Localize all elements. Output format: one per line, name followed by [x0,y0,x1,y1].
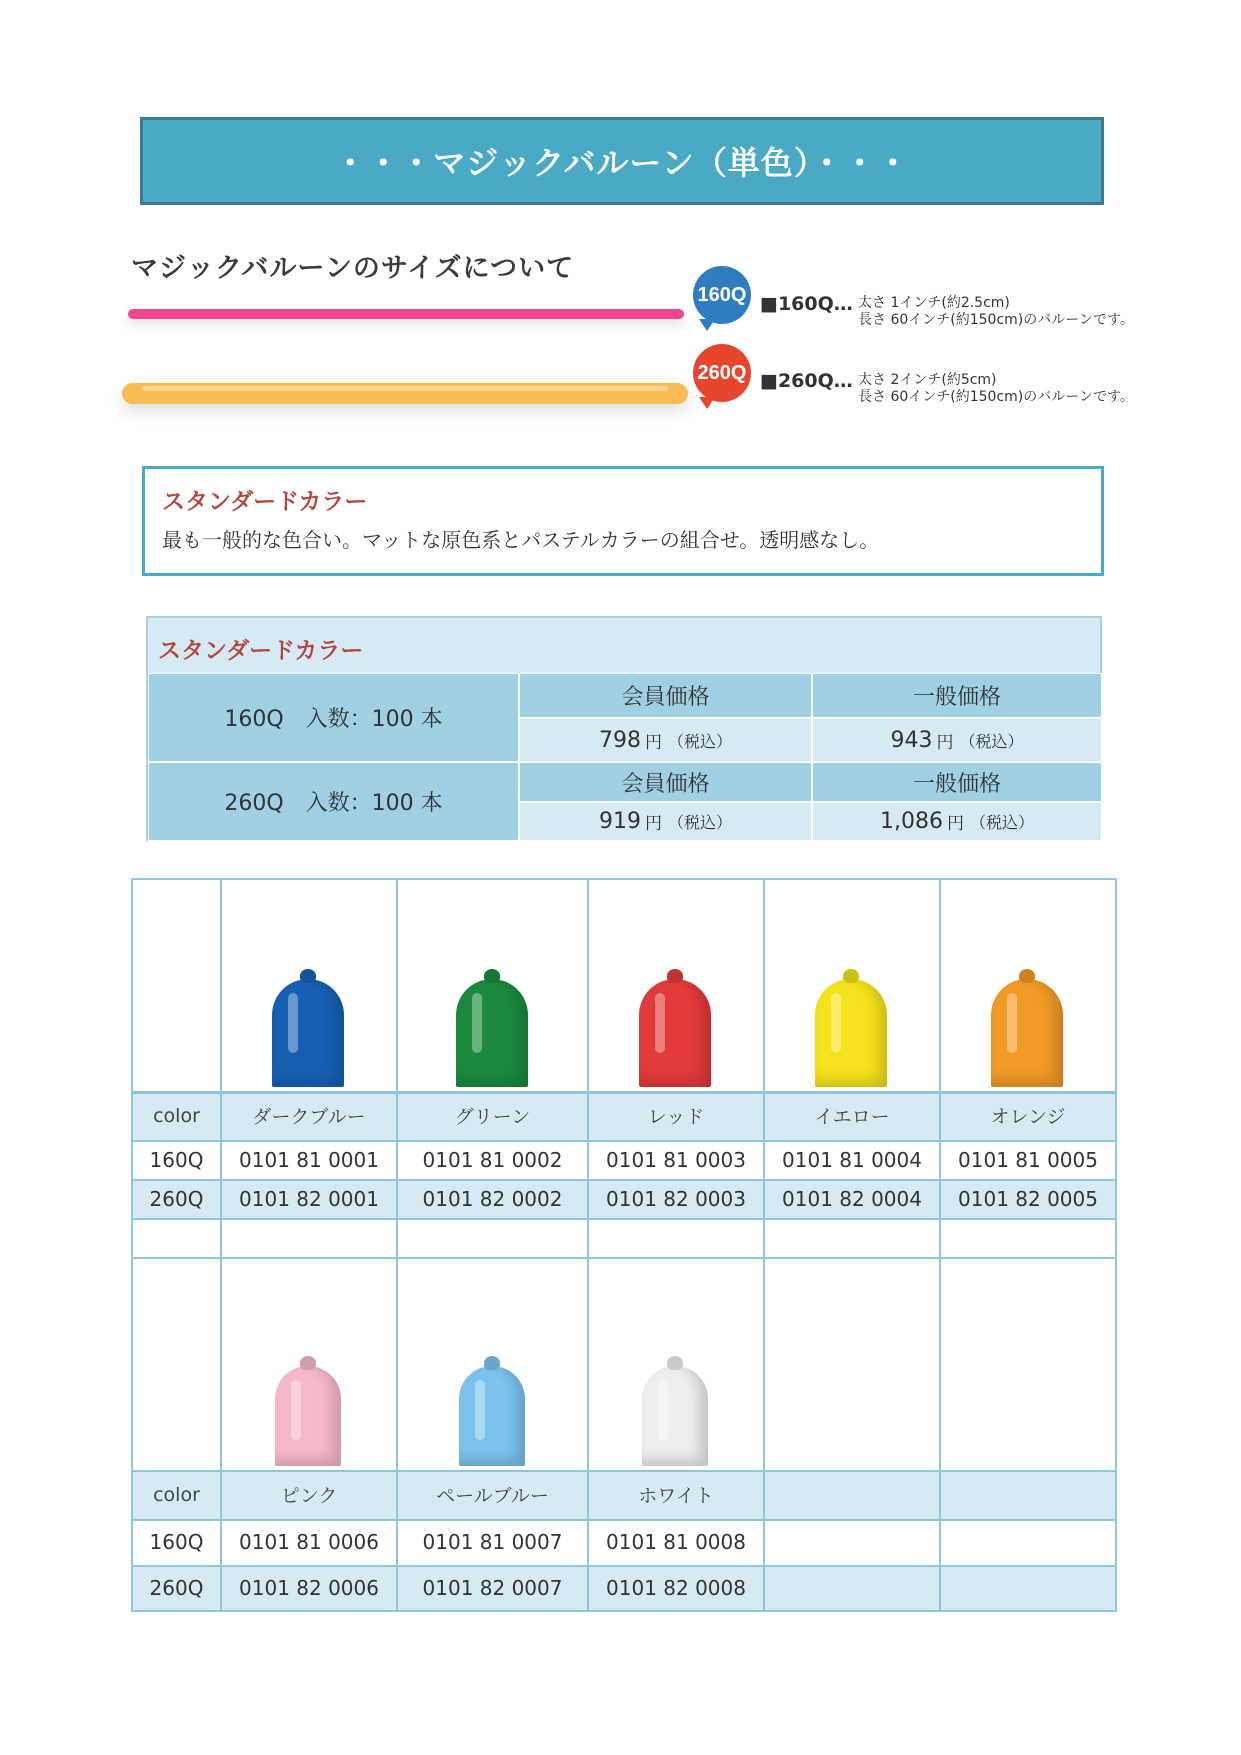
size-section-title: マジックバルーンのサイズについて [131,253,575,284]
balloon-260q-illustration [122,383,688,404]
balloon-knot-2-illustration [484,969,500,983]
balloon-160q-illustration [128,309,684,319]
general-price-260q-tax: （税込） [969,813,1034,832]
general-price-160q-value: 943 [890,727,933,753]
general-price-160q-yen: 円 [936,732,954,753]
size-desc-160q-line1: 太さ 1インチ(約2.5cm) [858,295,1010,311]
badge-260q: 260Q [693,344,751,402]
info-box-title: スタンダードカラー [162,489,368,515]
color-name: グリーン [454,1106,531,1128]
general-price-header-260q: 一般価格 [812,762,1102,802]
product-code-260q: 0101 82 0005 [958,1186,1098,1211]
general-price-260q-yen: 円 [946,814,964,834]
product-code-260q: 0101 82 0007 [422,1575,563,1600]
table-grid-line [131,1218,1117,1220]
standard-color-info-box [142,466,1104,576]
color-name: ダークブルー [252,1106,366,1128]
balloon-knot-7-illustration [484,1356,500,1370]
info-box-text: 最も一般的な色合い。マットな原色系とパステルカラーの組合せ。透明感なし。 [162,528,880,552]
member-price-260q-value: 919 [598,809,641,834]
balloon-4-illustration [815,979,887,1087]
balloon-knot-8-illustration [667,1356,683,1370]
balloon-knot-5-illustration [1019,969,1035,983]
table-grid-line [131,878,1117,880]
member-price-160q-yen: 円 [644,732,662,753]
row-label-color: color [153,1104,200,1127]
balloon-knot-6-illustration [300,1356,316,1370]
member-price-260q [519,802,812,841]
balloon-7-illustration [459,1366,525,1466]
row-label-260q: 260Q [149,1575,204,1600]
size-desc-260q-line2: 長さ 60インチ(約150cm)のバルーンです。 [858,389,1134,405]
member-price-160q-tax: （税込） [667,731,732,751]
size-code-160q: ■160Q… [760,293,853,315]
product-code-160q: 0101 81 0004 [782,1147,922,1172]
table-grid-line [1115,878,1117,1610]
balloon-knot-3-illustration [667,969,683,983]
table-grid-line [131,1257,1117,1259]
color-name: ホワイト [638,1485,714,1507]
product-code-160q: 0101 81 0005 [958,1147,1098,1172]
color-name: ペールブルー [436,1485,549,1507]
product-code-160q: 0101 81 0008 [606,1530,746,1554]
product-code-260q: 0101 82 0004 [782,1186,922,1211]
balloon-8-illustration [642,1366,708,1466]
size-desc-260q-line1: 太さ 2インチ(約5cm) [858,372,997,388]
row-label-160q: 160Q [149,1147,204,1172]
table-grid-line [763,878,765,1610]
color-name: レッド [647,1106,705,1128]
table-grid-line [131,1610,1117,1612]
color-name: ピンク [280,1485,338,1507]
general-price-160q [812,718,1102,762]
size-desc-160q-line2: 長さ 60インチ(約150cm)のバルーンです。 [858,312,1134,328]
color-name: イエロー [814,1106,890,1128]
balloon-6-illustration [275,1366,341,1466]
price-row-label-260q: 260Q 入数：100 本 [148,762,519,841]
table-grid-line [939,878,941,1610]
product-code-260q: 0101 82 0003 [606,1186,746,1211]
price-table-title: スタンダードカラー [158,638,364,664]
price-row-label-160q: 160Q 入数：100 本 [148,673,519,762]
page-header-banner [140,117,1104,205]
balloon-1-illustration [272,979,344,1087]
member-price-160q-value: 798 [598,727,641,753]
product-code-260q: 0101 82 0008 [606,1575,746,1600]
balloon-2-illustration [456,979,528,1087]
color-name: オレンジ [990,1106,1066,1128]
balloon-knot-4-illustration [843,969,859,983]
general-price-260q [812,802,1102,841]
product-code-160q: 0101 81 0001 [239,1147,379,1172]
member-price-header-260q: 会員価格 [519,762,812,802]
product-code-160q: 0101 81 0007 [422,1530,563,1554]
row-label-160q: 160Q [149,1530,204,1554]
product-code-260q: 0101 82 0006 [239,1575,379,1600]
page-title: ・・・マジックバルーン（単色）・・・ [334,144,910,182]
member-price-header-160q: 会員価格 [519,673,812,718]
product-code-160q: 0101 81 0006 [239,1530,379,1554]
member-price-260q-yen: 円 [644,814,662,834]
balloon-knot-1-illustration [300,969,316,983]
size-desc-160q [858,295,1134,329]
product-code-160q: 0101 81 0003 [606,1147,746,1172]
member-price-160q [519,718,812,762]
product-code-260q: 0101 82 0001 [239,1186,379,1211]
member-price-260q-tax: （税込） [667,813,732,832]
balloon-5-illustration [991,979,1063,1087]
product-code-160q: 0101 81 0002 [422,1147,563,1172]
size-code-260q: ■260Q… [760,370,853,392]
general-price-header-160q: 一般価格 [812,673,1102,718]
size-desc-260q [858,372,1134,406]
badge-160q: 160Q [693,266,751,324]
color-code-table [131,878,1117,1612]
product-code-260q: 0101 82 0002 [422,1186,563,1211]
general-price-260q-value: 1,086 [880,809,943,834]
row-label-260q: 260Q [149,1186,204,1211]
general-price-160q-tax: （税込） [959,731,1024,751]
price-table [146,616,1102,841]
row-label-color: color [153,1483,200,1506]
balloon-3-illustration [639,979,711,1087]
